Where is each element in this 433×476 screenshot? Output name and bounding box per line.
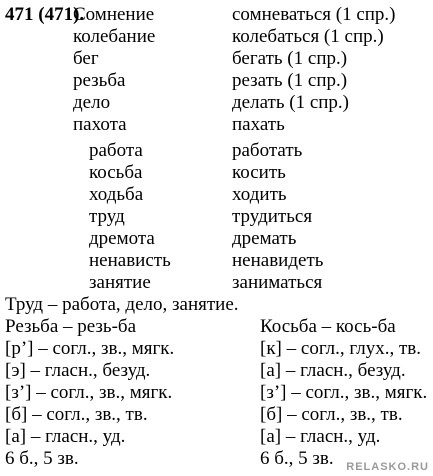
verb-word: ходить	[232, 184, 287, 205]
verb-word: сомневаться (1 спр.)	[232, 4, 396, 25]
noun-word: дремота	[89, 228, 155, 249]
verb-word: работать	[232, 140, 303, 161]
noun-word: бег	[73, 48, 99, 69]
verb-word: пахать	[232, 114, 285, 135]
analysis-row-right: [а] – гласн., уд.	[260, 426, 381, 447]
verb-word: заниматься	[232, 272, 323, 293]
analysis-row-right: [з’] – согл., зв., мягк.	[260, 382, 428, 403]
verb-word: дремать	[232, 228, 297, 249]
noun-word: колебание	[73, 26, 156, 47]
verb-word: бегать (1 спр.)	[232, 48, 348, 69]
analysis-row-left: [э] – гласн., безуд.	[5, 360, 151, 381]
analysis-row-left: [р’] – согл., зв., мягк.	[5, 338, 175, 359]
noun-word: ходьба	[89, 184, 144, 205]
verb-word: косить	[232, 162, 286, 183]
verb-word: ненавидеть	[232, 250, 324, 271]
noun-word: труд	[89, 206, 125, 227]
noun-word: Сомнение	[73, 4, 155, 25]
analysis-row-left: [б] – согл., зв., тв.	[5, 404, 148, 425]
analysis-total-right: 6 б., 5 зв.	[260, 448, 334, 469]
analysis-row-left: [а] – гласн., уд.	[5, 426, 126, 447]
analysis-row-right: [а] – гласн., безуд.	[260, 360, 406, 381]
analysis-total-left: 6 б., 5 зв.	[5, 448, 79, 469]
analysis-title-right: Косьба – кось-ба	[260, 316, 396, 337]
summary-line: Труд – работа, дело, занятие.	[5, 294, 239, 315]
analysis-row-right: [б] – согл., зв., тв.	[260, 404, 403, 425]
watermark-logo: RELASKO.RU	[346, 461, 429, 473]
analysis-row-right: [к] – согл., глух., тв.	[260, 338, 421, 359]
verb-word: трудиться	[232, 206, 313, 227]
noun-word: пахота	[73, 114, 127, 135]
noun-word: ненависть	[89, 250, 171, 271]
noun-word: занятие	[89, 272, 151, 293]
noun-word: дело	[73, 92, 111, 113]
verb-word: колебаться (1 спр.)	[232, 26, 384, 47]
noun-word: косьба	[89, 162, 143, 183]
verb-word: делать (1 спр.)	[232, 92, 349, 113]
noun-word: работа	[89, 140, 143, 161]
verb-word: резать (1 спр.)	[232, 70, 348, 91]
analysis-row-left: [з’] – согл., зв., мягк.	[5, 382, 173, 403]
noun-word: резьба	[73, 70, 126, 91]
analysis-title-left: Резьба – резь-ба	[5, 316, 137, 337]
exercise-number: 471 (471).	[5, 4, 85, 25]
